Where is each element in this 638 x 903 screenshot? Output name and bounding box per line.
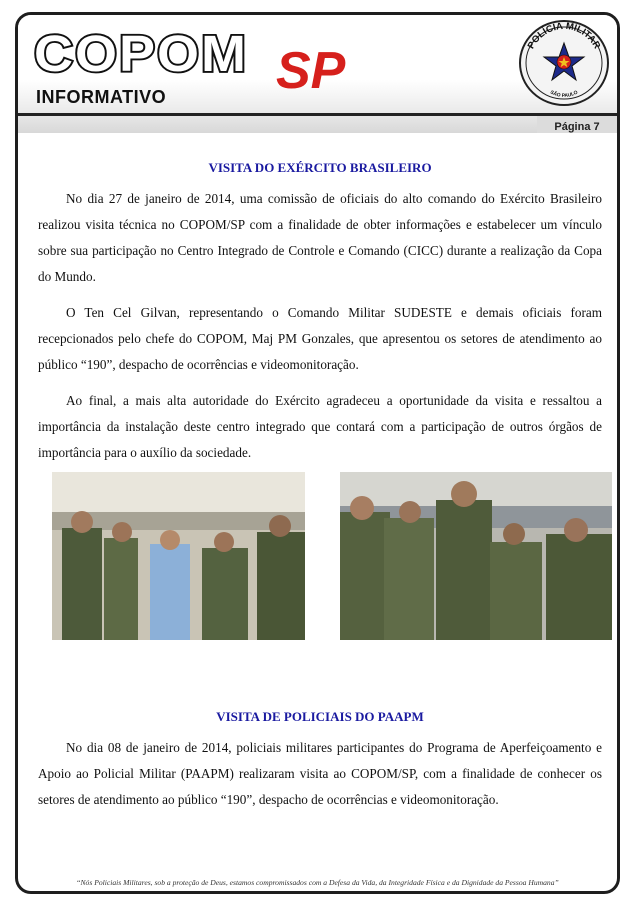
badge-bottom-text: SÃO PAULO [549, 89, 579, 100]
badge-top-text: POLÍCIA MILITAR [525, 20, 603, 51]
photo-row [52, 472, 612, 642]
paragraph: No dia 08 de janeiro de 2014, policiais militares participantes do Programa de Aperfeiçoamento e Apoio ao Policial Militar (PAAPM) realizaram visita ao COPOM/SP, com a finalidade de conhecer os setores de atendimento ao público “190”, despacho de ocorrências e videomonitoração. [38, 740, 602, 807]
page-number-tab: Página 7 [537, 116, 617, 133]
page-header [18, 15, 617, 133]
visit-photo-left [52, 472, 305, 640]
paragraph: Ao final, a mais alta autoridade do Exército agradeceu a oportunidade da visita e ressaltou a importância da instalação deste centro integrado que contará com a participação de outros órgãos de importância para o auxílio da sociedade. [38, 393, 602, 460]
police-star-badge-icon [516, 17, 612, 109]
paragraph: No dia 27 de janeiro de 2014, uma comissão de oficiais do alto comando do Exército Brasileiro realizou visita técnica no COPOM/SP com a finalidade de obter informações e estabelecer um vínculo sobre sua participação no Centro Integrado de Controle e Comando (CICC) durante a realização da Copa do Mundo. [38, 191, 602, 284]
visit-photo-right [340, 472, 612, 640]
copom-logo-text: COPOM [34, 25, 249, 83]
paragraph: O Ten Cel Gilvan, representando o Comando Militar SUDESTE e demais oficiais foram recepcionados pelo chefe do COPOM, Maj PM Gonzales, que apresentou os setores de atendimento ao público “190”, despacho de ocorrências e videomonitoração. [38, 305, 602, 372]
sp-logo-text: SP [276, 42, 346, 100]
section-army-visit [38, 160, 602, 476]
section-title: VISITA DO EXÉRCITO BRASILEIRO [208, 160, 432, 175]
informativo-label: INFORMATIVO [36, 87, 167, 107]
header-divider [18, 113, 617, 116]
section-paapm-visit [38, 709, 602, 823]
section-title: VISITA DE POLICIAIS DO PAAPM [216, 709, 424, 724]
footer-quote: “Nós Policiais Militares, sob a proteção de Deus, estamos compromissados com a Defesa da Vida, da Integridade Física e da Dignidade da Pessoa Humana” [76, 878, 559, 887]
